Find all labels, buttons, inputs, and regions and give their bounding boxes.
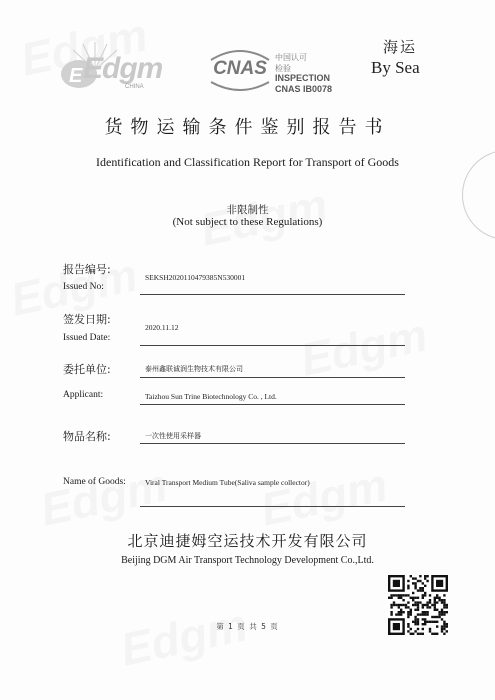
watermark [296, 307, 432, 386]
issue-date-label-en: Issued Date: [63, 333, 111, 343]
edgm-logo-text: Edgm [83, 52, 163, 85]
cnas-accreditation-cn [275, 52, 307, 74]
report-no-label-cn: 报告编号: [63, 263, 111, 276]
classification-status-en: (Not subject to these Regulations) [172, 216, 323, 228]
issue-date-value: 2020.11.12 [145, 323, 179, 332]
cnas-logo-text: CNAS [213, 58, 267, 79]
issue-date-underline [140, 345, 405, 346]
watermark [36, 457, 172, 536]
applicant-label-en: Applicant: [63, 390, 104, 400]
cnas-accreditation-en [275, 73, 332, 95]
applicant-value-en: Taizhou Sun Trine Biotechnology Co. , Ltd. [145, 392, 277, 401]
goods-value-cn: 一次性使用采样器 [145, 432, 201, 440]
report-no-underline [140, 294, 405, 295]
edgm-logo [55, 40, 165, 100]
report-title-cn: 货物运输条件鉴别报告书 [104, 117, 391, 138]
svg-text:E: E [69, 65, 83, 87]
goods-label-en: Name of Goods: [63, 477, 126, 487]
applicant-cn-underline [140, 377, 405, 378]
report-no-label-en: Issued No: [63, 282, 104, 292]
report-no-value: SEKSH2020110479385N530001 [145, 273, 246, 282]
applicant-value-cn: 泰州鑫联诚润生物技术有限公司 [145, 365, 243, 373]
cnas-en-line2: CNAS IB0078 [275, 84, 333, 94]
goods-value-en: Viral Transport Medium Tube(Saliva sample collector) [145, 478, 310, 487]
transport-mode-en: By Sea [371, 58, 420, 77]
issuer-company-en: Beijing DGM Air Transport Technology Development Co.,Ltd. [121, 555, 374, 566]
goods-cn-underline [140, 443, 405, 444]
transport-mode-cn: 海运 [383, 38, 418, 56]
goods-label-cn: 物品名称: [63, 430, 111, 443]
goods-en-underline [140, 506, 405, 507]
cnas-cn-line1: 中国认可 [275, 53, 307, 62]
applicant-label-cn: 委托单位: [63, 363, 111, 376]
edgm-logo-sub: CHINA [125, 84, 144, 90]
classification-status-cn: 非限制性 [226, 204, 269, 216]
watermark [256, 457, 392, 536]
report-title-en: Identification and Classification Report for Transport of Goods [96, 155, 399, 169]
watermark [116, 597, 252, 676]
page-number: 第 1 页 共 5 页 [216, 622, 279, 631]
cnas-cn-line2: 检验 [275, 64, 291, 73]
cnas-logo [205, 48, 275, 92]
cnas-en-line1: INSPECTION [275, 73, 331, 83]
issue-date-label-cn: 签发日期: [63, 313, 111, 326]
applicant-en-underline [140, 404, 405, 405]
issuer-company-cn: 北京迪捷姆空运技术开发有限公司 [127, 532, 368, 550]
